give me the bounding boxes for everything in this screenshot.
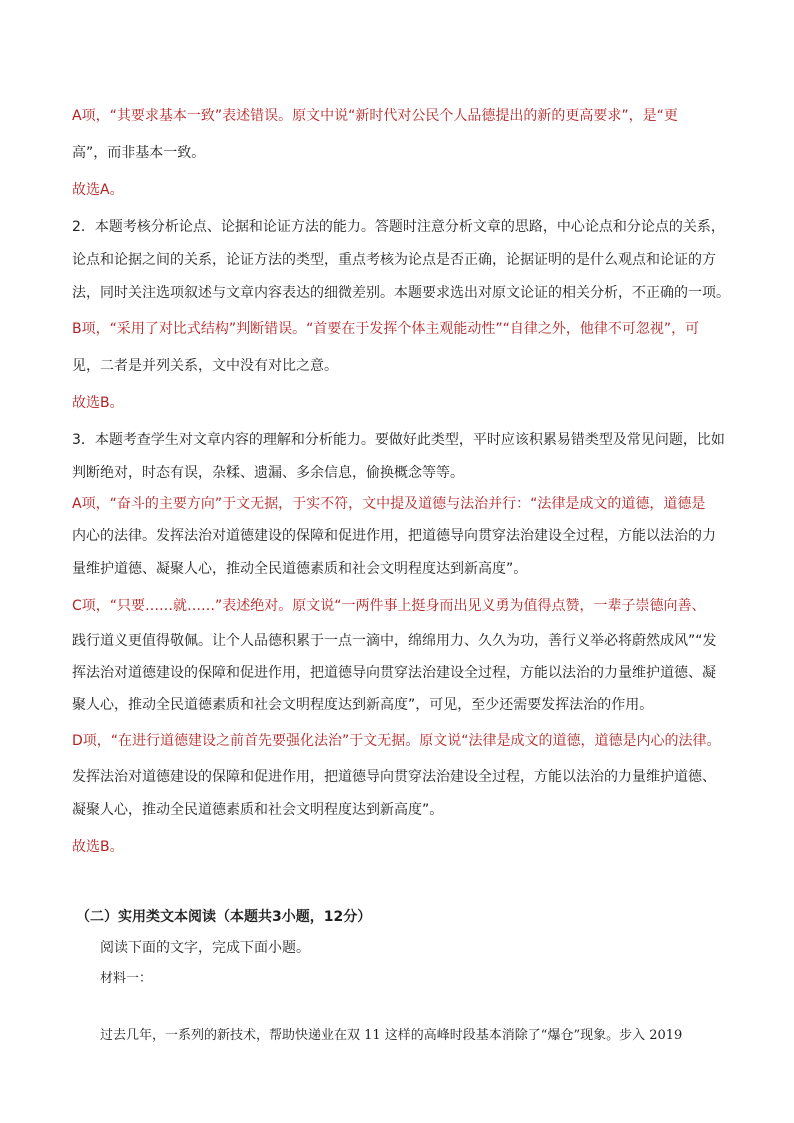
q3-option-d-line1: D项，“在进行道德建设之前首先要强化法治”于文无据。原文说“法律是成文的道德，道德是内心的法律。 [72,733,721,749]
q2-analysis-line1: 2．本题考核分析论点、论据和论证方法的能力。答题时注意分析文章的思路，中心论点和分论点的关系， [72,219,725,235]
q1-option-a-line2: 高”，而非基本一致。 [72,145,206,161]
material-one-line1: 过去几年，一系列的新技术，帮助快递业在双 11 这样的高峰时段基本消除了“爆仓”现象。步入 2019 [100,1028,683,1043]
q3-option-a-line2: 内心的法律。发挥法治对道德建设的保障和促进作用，把道德导向贯穿法治建设全过程，方能以法治的力 [72,528,716,544]
material-one-label: 材料一： [100,971,153,986]
q2-option-b-line2: 见，二者是并列关系，文中没有对比之意。 [72,358,338,374]
q3-option-a-line3: 量维护道德、凝聚人心，推动全民道德素质和社会文明程度达到新高度”。 [72,561,528,577]
q2-option-b-line1: B项，“采用了对比式结构”判断错误。“首要在于发挥个体主观能动性”“自律之外，他律不可忽视”，可 [72,321,700,337]
q2-analysis-line3: 法，同时关注选项叙述与文章内容表达的细微差别。本题要求选出对原文论证的相关分析，不正确的一项。 [72,285,730,301]
q3-option-c-line4: 聚人心，推动全民道德素质和社会文明程度达到新高度”，可见，至少还需要发挥法治的作用。 [72,697,654,713]
q3-answer-choice: 故选B。 [72,839,124,855]
q2-analysis-line2: 论点和论据之间的关系，论证方法的类型，重点考核为论点是否正确，论据证明的是什么观点和论证的方 [72,252,716,268]
q3-option-c-line3: 挥法治对道德建设的保障和促进作用，把道德导向贯穿法治建设全过程，方能以法治的力量维护道德、凝 [72,665,716,681]
q3-analysis-line1: 3．本题考查学生对文章内容的理解和分析能力。要做好此类型，平时应该积累易错类型及常见问题，比如 [72,432,725,448]
q2-answer-choice: 故选B。 [72,395,124,411]
q3-analysis-line2: 判断绝对，时态有误，杂糅、遗漏、多余信息，偷换概念等等。 [72,465,464,481]
q3-option-d-line2: 发挥法治对道德建设的保障和促进作用，把道德导向贯穿法治建设全过程，方能以法治的力量维护道德、 [72,769,716,785]
q1-answer-choice: 故选A。 [72,182,124,198]
q3-option-c-line2: 践行道义更值得敬佩。让个人品德积累于一点一滴中，绵绵用力、久久为功，善行义举必将蔚然成风”“发 [72,633,717,649]
q3-option-d-line3: 凝聚人心，推动全民道德素质和社会文明程度达到新高度”。 [72,802,444,818]
q1-option-a-line1: A项，“其要求基本一致”表述错误。原文中说“新时代对公民个人品德提出的新的更高要求”，是“更 [72,108,678,124]
q3-option-a-line1: A项，“奋斗的主要方向”于文无据，于实不符，文中提及道德与法治并行：“法律是成文的道德，道德是 [72,496,706,512]
section-2-heading: （二）实用类文本阅读（本题共3小题，12分） [76,909,372,925]
section-2-instruction: 阅读下面的文字，完成下面小题。 [100,940,310,956]
q3-option-c-line1: C项，“只要……就……”表述绝对。原文说“一两件事上挺身而出见义勇为值得点赞，一辈子崇德向善、 [72,598,706,614]
